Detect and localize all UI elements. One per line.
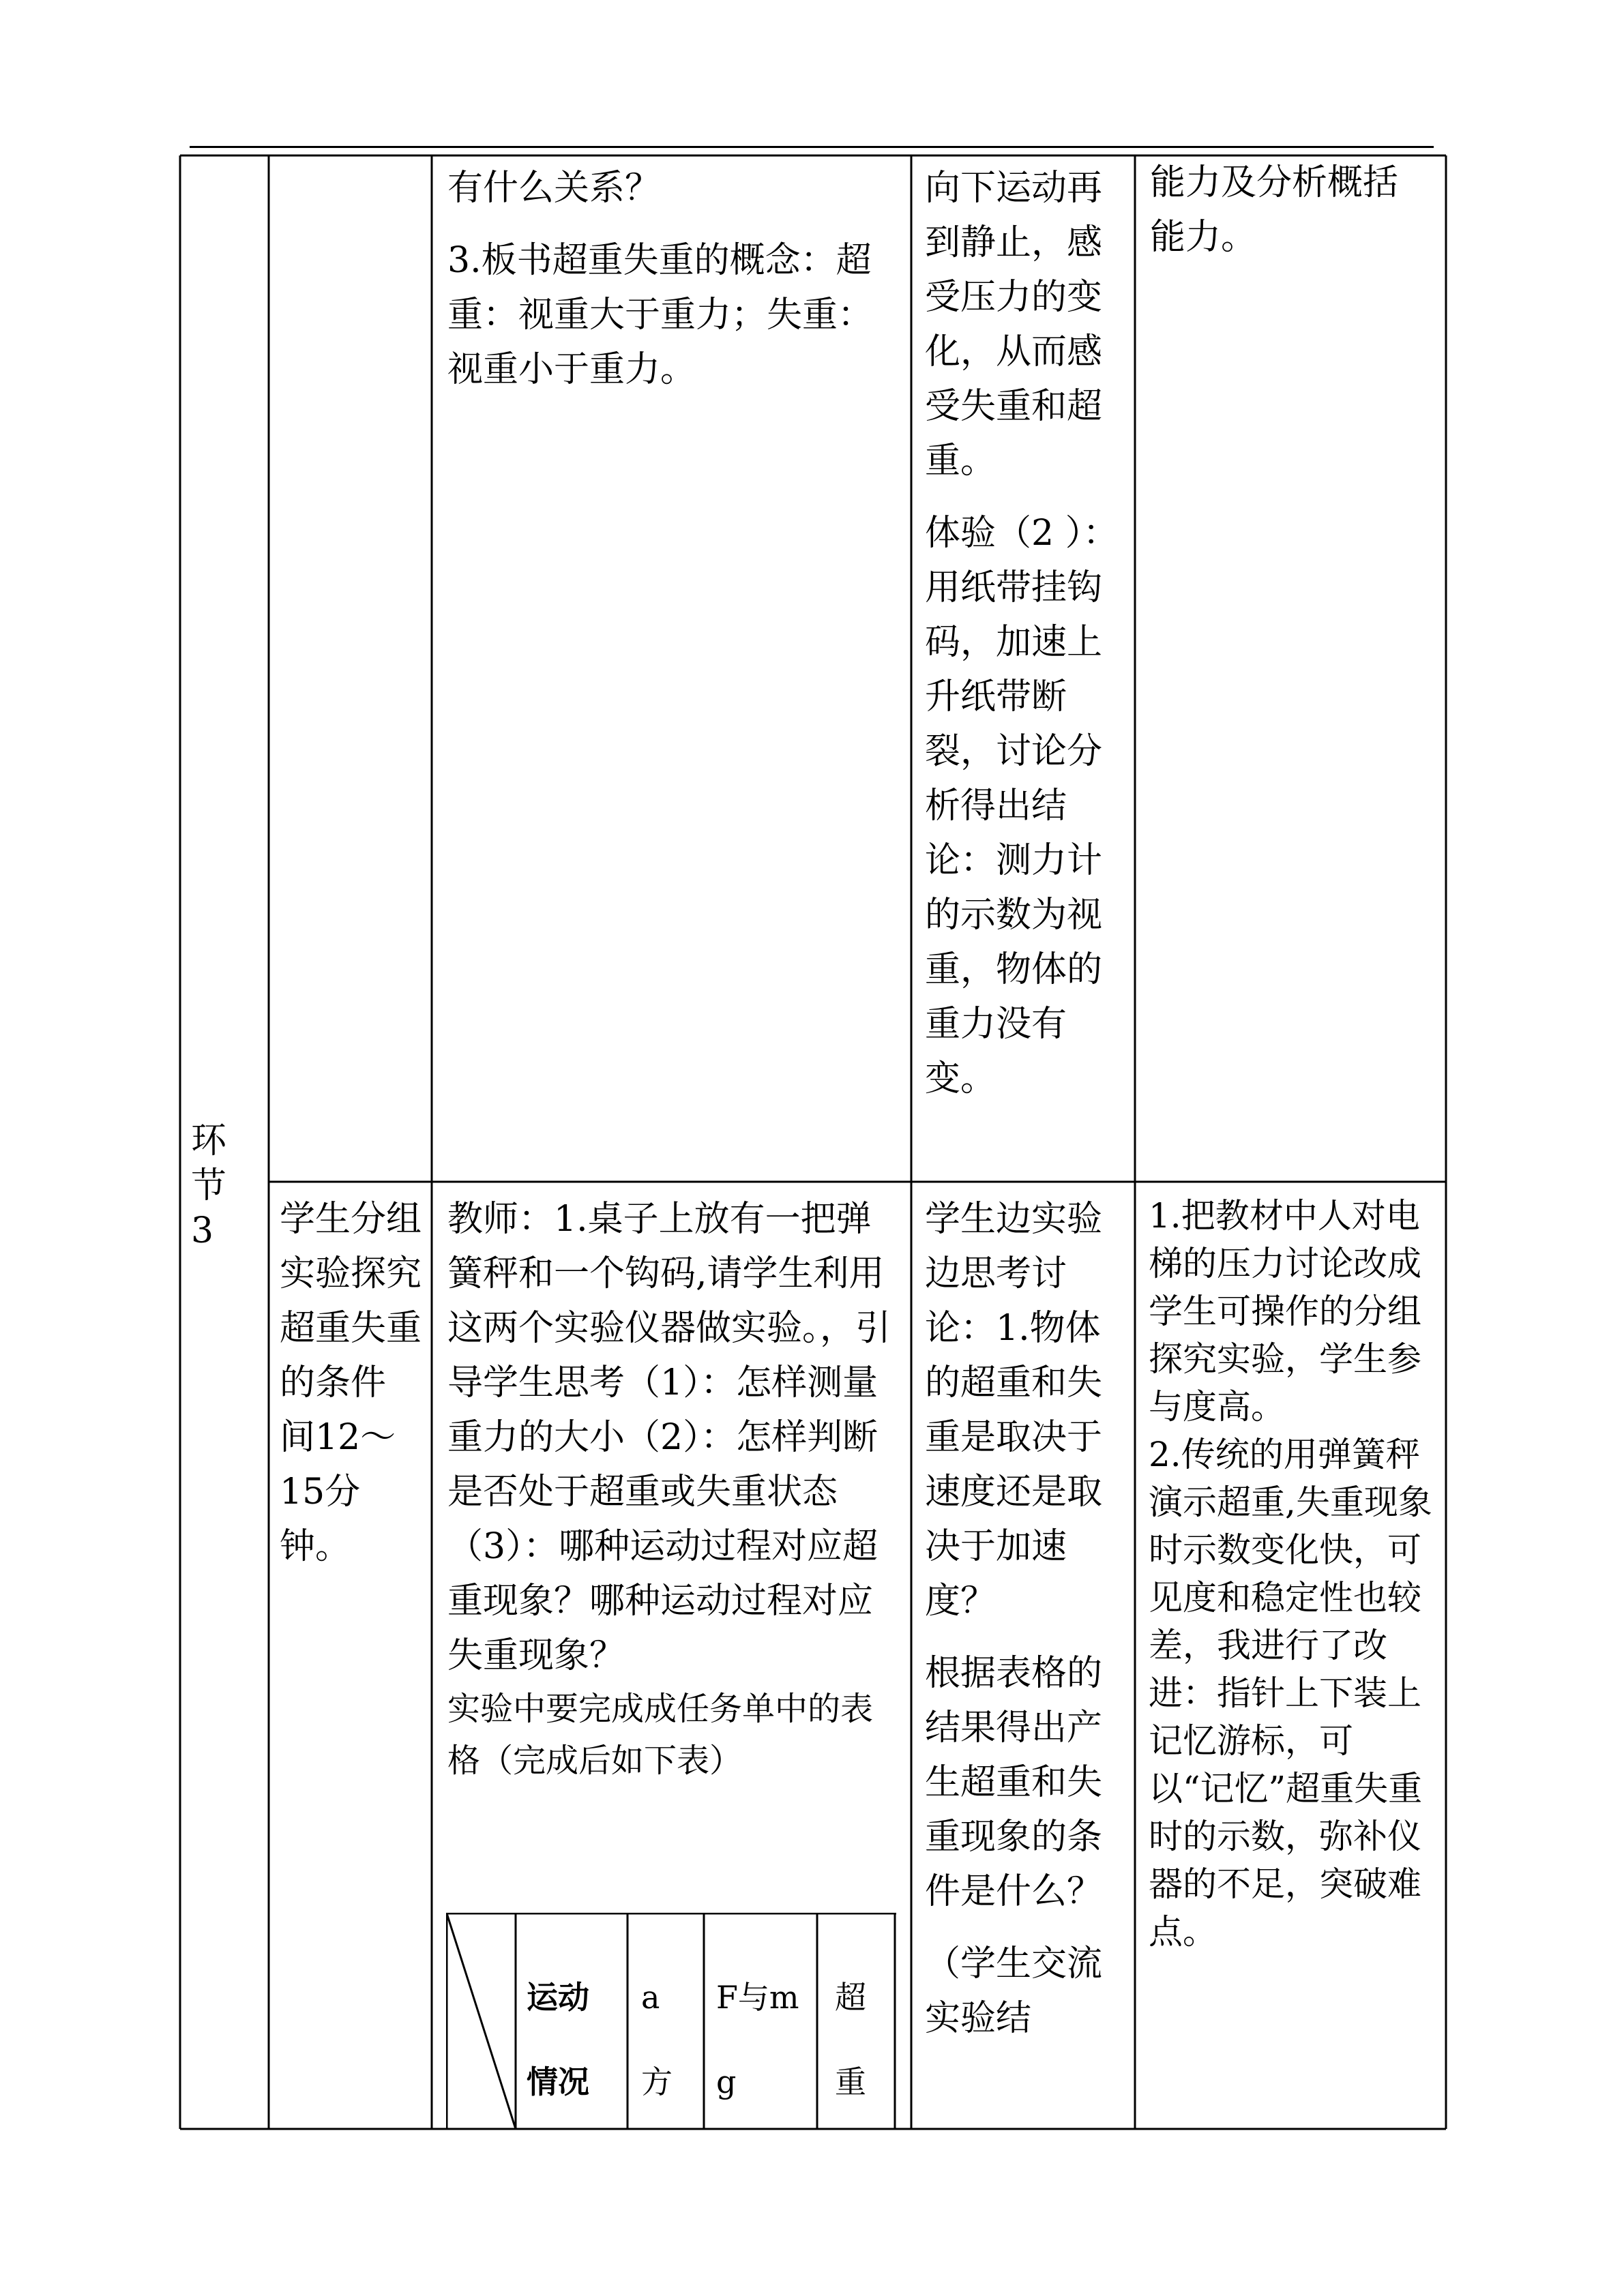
inner-header-overweight: 超重 [835,1979,866,2100]
inner-header-motion: 运动情况 [527,1979,589,2100]
row2-activity-name: 学生分组实验探究超重失重的条件 [280,1199,422,1403]
row2-student-para-1: 学生边实验边思考讨论：1.物体的超重和失重是取决于速度还是取决于加速度？ [925,1199,1103,1622]
row1-student-para-2: 体验（2 ）：用纸带挂钩码，加速上升纸带断裂，讨论分析得出结论：测力计的示数为视重，物体的重力没有变。 [925,513,1119,1099]
row2-intent-para-2: 2.传统的用弹簧秤演示超重,失重现象时示数变化快，可见度和稳定性也较差，我进行了改进：指针上下装上记忆游标，可以“记忆”超重失重时的示数，弥补仪器的不足，突破难点。 [1149,1435,1432,1952]
row2-teacher-note: 实验中要完成成任务单中的表格（完成后如下表） [447,1690,874,1780]
row2-teacher-text: 教师：1.桌子上放有一把弹簧秤和一个钩码,请学生利用这两个实验仪器做实验。，引导学生思考（1）：怎样测量重力的大小（2）：怎样判断是否处于超重或失重状态（3）：哪种运动过程对应超重现象？哪种运动过程对应失重现象？ [447,1199,891,1676]
row2-activity [280,1192,430,1574]
row1-student-activity [925,161,1123,1106]
row2-teacher-content [447,1192,891,1787]
row1-teacher-content [447,161,877,397]
row1-student-para-1: 向下运动再到静止，感受压力的变化，从而感受失重和超重。 [925,168,1103,481]
row2-intent-para-1: 1.把教材中人对电梯的压力讨论改成学生可操作的分组探究实验，学生参与度高。 [1149,1196,1421,1427]
row2-design-intent [1149,1192,1434,1956]
header-rule [190,146,1434,148]
inner-header-accel: a方 [641,1979,673,2100]
row1-design-intent [1150,155,1430,265]
row2-student-activity [925,1192,1123,2046]
section-label-text: 环节3 [191,1120,227,1251]
row2-student-para-2: 根据表格的结果得出产生超重和失重现象的条件是什么？ [925,1653,1103,1912]
inner-header-force: F与mg [716,1979,799,2100]
row2-student-para-3: （学生交流实验结 [925,1943,1103,2039]
row1-content-line-2: 3.板书超重失重的概念：超重：视重大于重力；失重：视重小于重力。 [447,240,874,390]
row2-activity-time: 间12～15分钟。 [280,1417,396,1567]
section-label [191,1118,232,1253]
row1-intent-text: 能力及分析概括能力。 [1150,162,1399,258]
row1-content-line-1: 有什么关系？ [447,168,661,209]
inner-table [446,1913,896,2129]
